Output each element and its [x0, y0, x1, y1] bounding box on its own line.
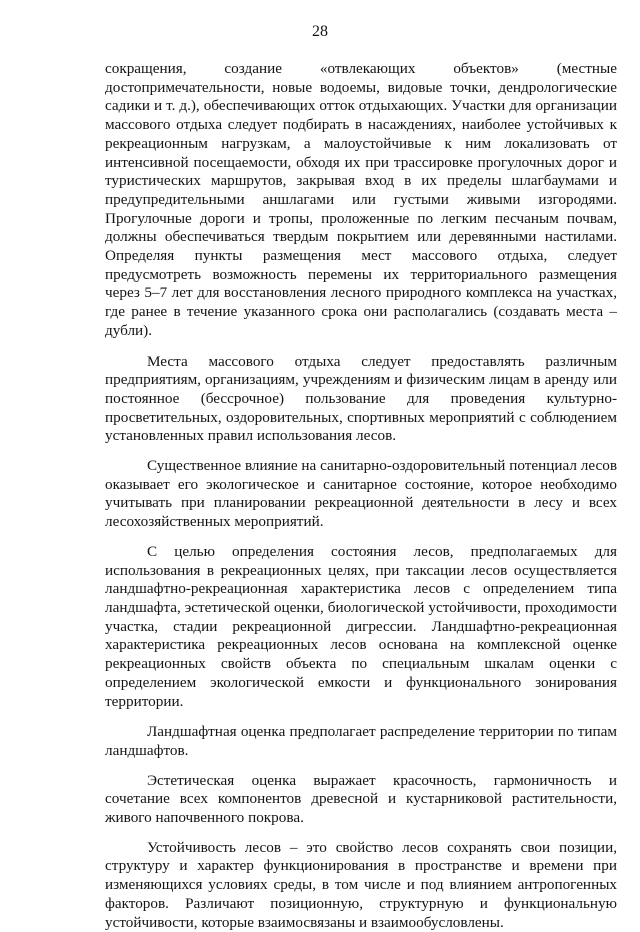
page-number: 28	[312, 23, 328, 40]
paragraph-sanitary-state: Существенное влияние на санитарно-оздоровительный потенциал лесов оказывает его экологическое и санитарное состояние, которое необходимо учитывать при планировании рекреационной деятельности в лесу и всех лесохозяйственных мероприятий.	[105, 457, 617, 531]
paragraph-landscape-assessment: Ландшафтная оценка предполагает распределение территории по типам ландшафтов.	[105, 723, 617, 759]
paragraph-landscape-characteristic: С целью определения состояния лесов, предполагаемых для использования в рекреационных целях, при таксации лесов осуществляется ландшафтно-рекреационная характеристика лесов с определением типа ландшафта, эстетической оценки, биологической устойчивости, проходимости участка, стадии рекреационной дигрессии. Ландшафтно-рекреационная характеристика рекреационных лесов основана на комплексной оценке рекреационных свойств объекта по специальным шкалам оценки с определением экологической емкости и функционального зонирования территории.	[105, 542, 617, 710]
document-body	[105, 60, 617, 932]
paragraph-aesthetic-assessment: Эстетическая оценка выражает красочность, гармоничность и сочетание всех компонентов древесной и кустарниковой растительности, живого напочвенного покрова.	[105, 771, 617, 827]
paragraph-mass-recreation-lease: Места массового отдыха следует предоставлять различным предприятиям, организациям, учреждениям и физическим лицам в аренду или постоянное (бессрочное) пользование для проведения культурно-просветительных, оздоровительных, спортивных мероприятий с соблюдением установленных правил использования лесов.	[105, 352, 617, 445]
paragraph-recreation-measures: сокращения, создание «отвлекающих объектов» (местные достопримечательности, новые водоемы, видовые точки, дендрологические садики и т. д.), обеспечивающих отток отдыхающих. Участки для организации массового отдыха следует подбирать в насаждениях, наиболее устойчивых к рекреационным нагрузкам, а малоустойчивые к ним локализовать от интенсивной посещаемости, обходя их при трассировке прогулочных дорог и туристических маршрутов, закрывая вход в их пределы шлагбаумами и предупредительными аншлагами или густыми живыми изгородями. Прогулочные дороги и тропы, проложенные по легким песчаным почвам, должны обеспечиваться твердым покрытием или деревянными настилами. Определяя пункты размещения мест массового отдыха, следует предусмотреть возможность перемены их территориального размещения через 5–7 лет для восстановления лесного природного комплекса на участках, где ранее в течение указанного срока они располагались (создавать места – дубли).	[105, 60, 617, 339]
paragraph-forest-stability: Устойчивость лесов – это свойство лесов сохранять свои позиции, структуру и характер функционирования в пространстве и времени при изменяющихся условиях среды, в том числе и под влиянием антропогенных факторов. Различают позиционную, структурную и функциональную устойчивости, которые взаимосвязаны и взаимообусловлены.	[105, 838, 617, 931]
